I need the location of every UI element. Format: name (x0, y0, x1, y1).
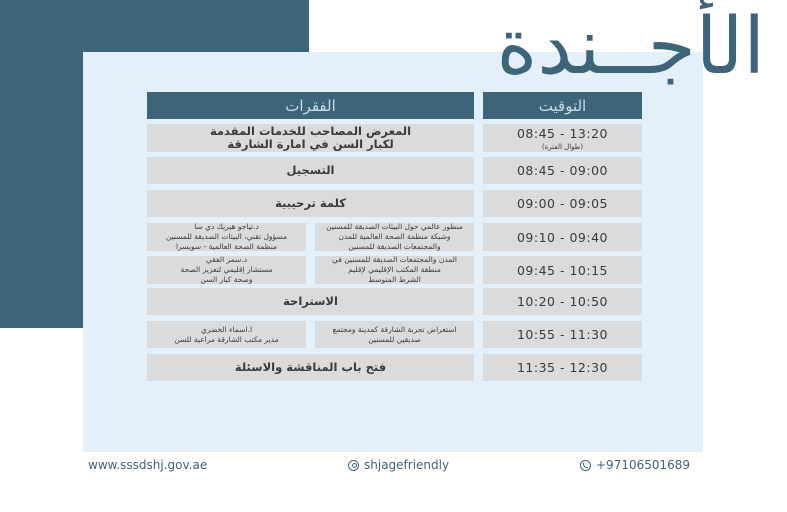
time-range: 08:45 - 13:20 (516, 125, 608, 141)
website-text: www.sssdshj.gov.ae (88, 458, 208, 472)
agenda-item: الاستراحة (147, 288, 474, 315)
session-topic: منظور عالمي حول البيئات الصديقة للمسنين وشبكة منظمة الصحة العالمية للمدن والمجتمعات الصديقة للمسنين (315, 223, 474, 251)
social-handle[interactable] (348, 455, 449, 475)
session-speaker: د.تياجو هيريك دي سا مسؤول تقني، البيئات الصديقة للمسنين منظمة الصحة العالمية - سويسرا (147, 223, 306, 251)
time-cell: 10:20 - 10:50 (483, 288, 642, 315)
session-topic: استعراض تجربة الشارقة كمدينة ومجتمع صديقين للمسنين (315, 321, 474, 348)
session-speaker: د.سمر الفقي مستشار إقليمي لتعزيز الصحة وصحة كبار السن (147, 256, 306, 284)
social-text: shjagefriendly (364, 458, 450, 472)
session-topic: المدن والمجتمعات الصديقة للمسنين في منطقة المكتب الإقليمي لإقليم الشرط المتوسط (315, 256, 474, 284)
time-cell: 09:10 - 09:40 (483, 223, 642, 251)
agenda-item: كلمة ترحيبية (147, 190, 474, 217)
page-title: الأجــندة (496, 2, 765, 92)
time-cell: 09:45 - 10:15 (483, 256, 642, 284)
time-cell (483, 124, 642, 152)
phone-number[interactable] (580, 455, 690, 475)
time-cell: 10:55 - 11:30 (483, 321, 642, 348)
phone-icon (580, 460, 591, 471)
at-icon (348, 460, 359, 471)
agenda-item: المعرض المصاحب للخدمات المقدمة لكبار السن في امارة الشارقة (147, 124, 474, 152)
time-cell: 11:35 - 12:30 (483, 354, 642, 381)
website-link[interactable] (88, 455, 207, 475)
time-header: التوقيت (483, 92, 642, 119)
session-speaker: ا.اسماء الخضري مدير مكتب الشارقة مراعية للسن (147, 321, 306, 348)
time-cell: 09:00 - 09:05 (483, 190, 642, 217)
phone-text: +97106501689 (596, 458, 691, 472)
agenda-item: التسجيل (147, 157, 474, 184)
items-header: الفقرات (147, 92, 474, 119)
time-cell: 08:45 - 09:00 (483, 157, 642, 184)
time-note: (طوال الفترة) (541, 142, 584, 151)
agenda-item: فتح باب المناقشة والاسئلة (147, 354, 474, 381)
